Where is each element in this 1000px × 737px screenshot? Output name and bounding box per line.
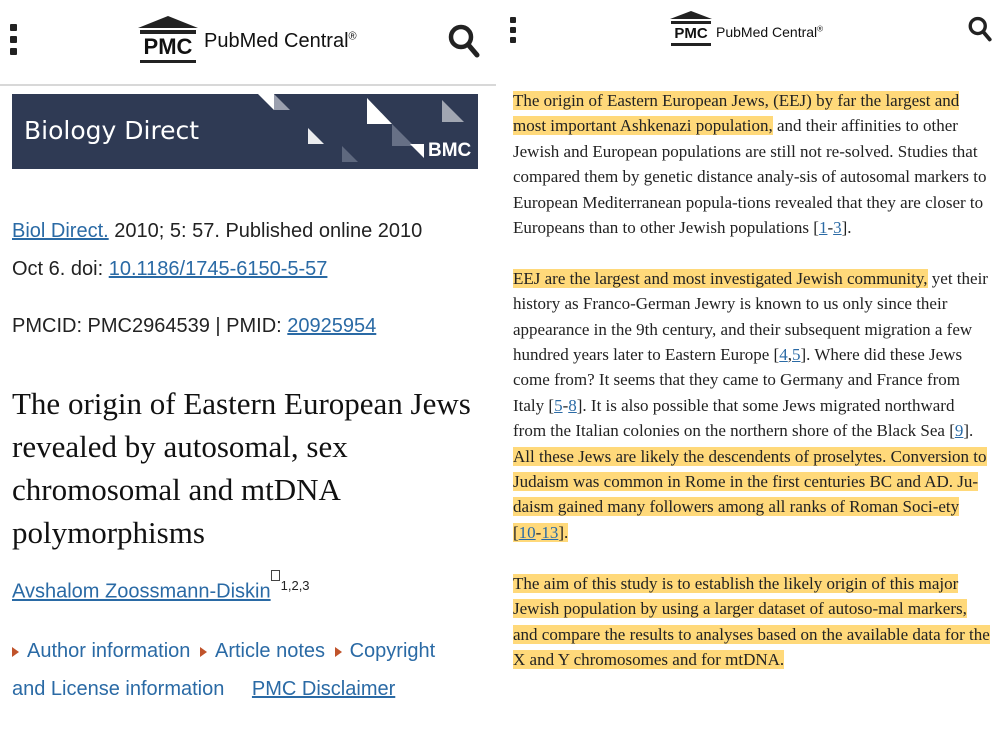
search-icon[interactable] [968,16,992,42]
author-line: Avshalom Zoossmann-Diskin $^{1,2,3}$ [12,578,310,604]
article-info-links [12,632,482,708]
article-body [513,88,991,698]
right-article-pane [500,0,1000,737]
article-title: The origin of Eastern European Jews revealed by autosomal, sex chromosomal and mtDNA polymorphisms [12,386,471,550]
pmc-logo-text: PMC [143,34,193,59]
reference-link[interactable]: 8 [568,395,577,415]
reference-link[interactable]: 13 [541,522,559,542]
pmid-link[interactable]: 20925954 [287,315,377,337]
pmc-logo-text: PMC [674,25,708,42]
body-paragraph-1: The origin of Eastern European Jews, (EEJ) by far the largest and most important Ashkenazi population, and their affinities to other Jewish and European populations are still not re-solved. Studies that compared them by genetic distance analy-sis of autosomal markers to European Mediterranean popula-tions revealed that they are closer to Europeans than to other Jewish populations [1-3]. [513,91,987,238]
menu-kebab-icon[interactable] [10,24,18,60]
highlight: The aim of this study is to establish the likely origin of this major Jewish population by using a larger dataset of autoso-mal markers, and compare the results to analyses based on the available data for the X and Y chromosomes and for mtDNA. [513,573,990,669]
bmc-logo-icon [410,144,424,158]
journal-banner[interactable] [12,94,478,169]
journal-link[interactable]: Biol Direct. [12,220,109,242]
bmc-logo: BMC [410,140,471,162]
ids-line: PMCID: PMC2964539 | PMID: 20925954 [12,315,377,337]
highlight: All these Jews are likely the descendents of proselytes. Conversion to Judaism was common in Rome in the first centuries BC and AD. Ju-daism gained many followers among all ranks of Roman Soci-ety [10-13]. [513,446,987,542]
expand-arrow-icon [12,647,19,657]
author-link[interactable]: Avshalom Zoossmann-Diskin [12,580,271,603]
body-paragraph-2: EEJ are the largest and most investigated Jewish community, yet their history as Franco-German Jewry is known to us only since their appearance in the 9th century, and their subsequent migration a few hundred years later to Eastern Europe [4,5]. Where did these Jews come from? It seems that they came to Germany and France from Italy [5-8]. It is also possible that some Jews migrated northward from the Italian colonies on the northern shore of the Black Sea [9]. All these Jews are likely the descendents of proselytes. Conversion to Judaism was common in Rome in the first centuries BC and AD. Ju-daism gained many followers among all ranks of Roman Soci-ety [10-13]. [513,268,988,542]
pubmed-central-label: PubMed Central® [204,30,357,52]
highlight: EEJ are the largest and most investigated Jewish community, [513,268,928,288]
pmc-logo[interactable] [670,11,823,46]
reference-link[interactable]: 4 [779,345,788,365]
expand-arrow-icon [200,647,207,657]
reference-link[interactable]: 5 [791,345,801,365]
license-link[interactable]: and License information [12,678,225,700]
author-information-link[interactable]: Author information [27,640,191,662]
reference-link[interactable]: 3 [833,218,842,238]
reference-link[interactable]: 10 [518,522,536,542]
body-paragraph-3 [513,571,991,673]
article-notes-link[interactable]: Article notes [214,640,326,662]
journal-title: Biology Direct [24,116,200,145]
pmc-building-icon [138,16,198,63]
citation-block: Biol Direct. 2010; 5: 57. Published online 2010 Oct 6. doi: 10.1186/1745-6150-5-57 [12,220,423,280]
menu-kebab-icon[interactable] [510,17,518,47]
reference-link[interactable]: 1 [818,218,828,238]
pmc-disclaimer-link[interactable]: PMC Disclaimer [251,678,396,700]
pmc-building-icon [670,11,712,46]
highlight: The origin of Eastern European Jews, (EEJ) by far the largest and most important Ashkenazi population, [513,91,960,136]
doi-link[interactable]: 10.1186/1745-6150-5-57 [108,258,328,280]
top-bar [500,0,1000,60]
reference-link[interactable]: 5 [554,395,563,415]
email-icon[interactable] [271,570,280,581]
reference-link[interactable]: 9 [954,421,964,441]
expand-arrow-icon [335,647,342,657]
left-article-pane [0,0,496,737]
copyright-link[interactable]: Copyright [349,640,436,662]
pmc-logo[interactable] [138,16,357,63]
top-bar [0,0,496,86]
pubmed-central-label: PubMed Central® [716,24,824,40]
search-icon[interactable] [448,24,480,58]
